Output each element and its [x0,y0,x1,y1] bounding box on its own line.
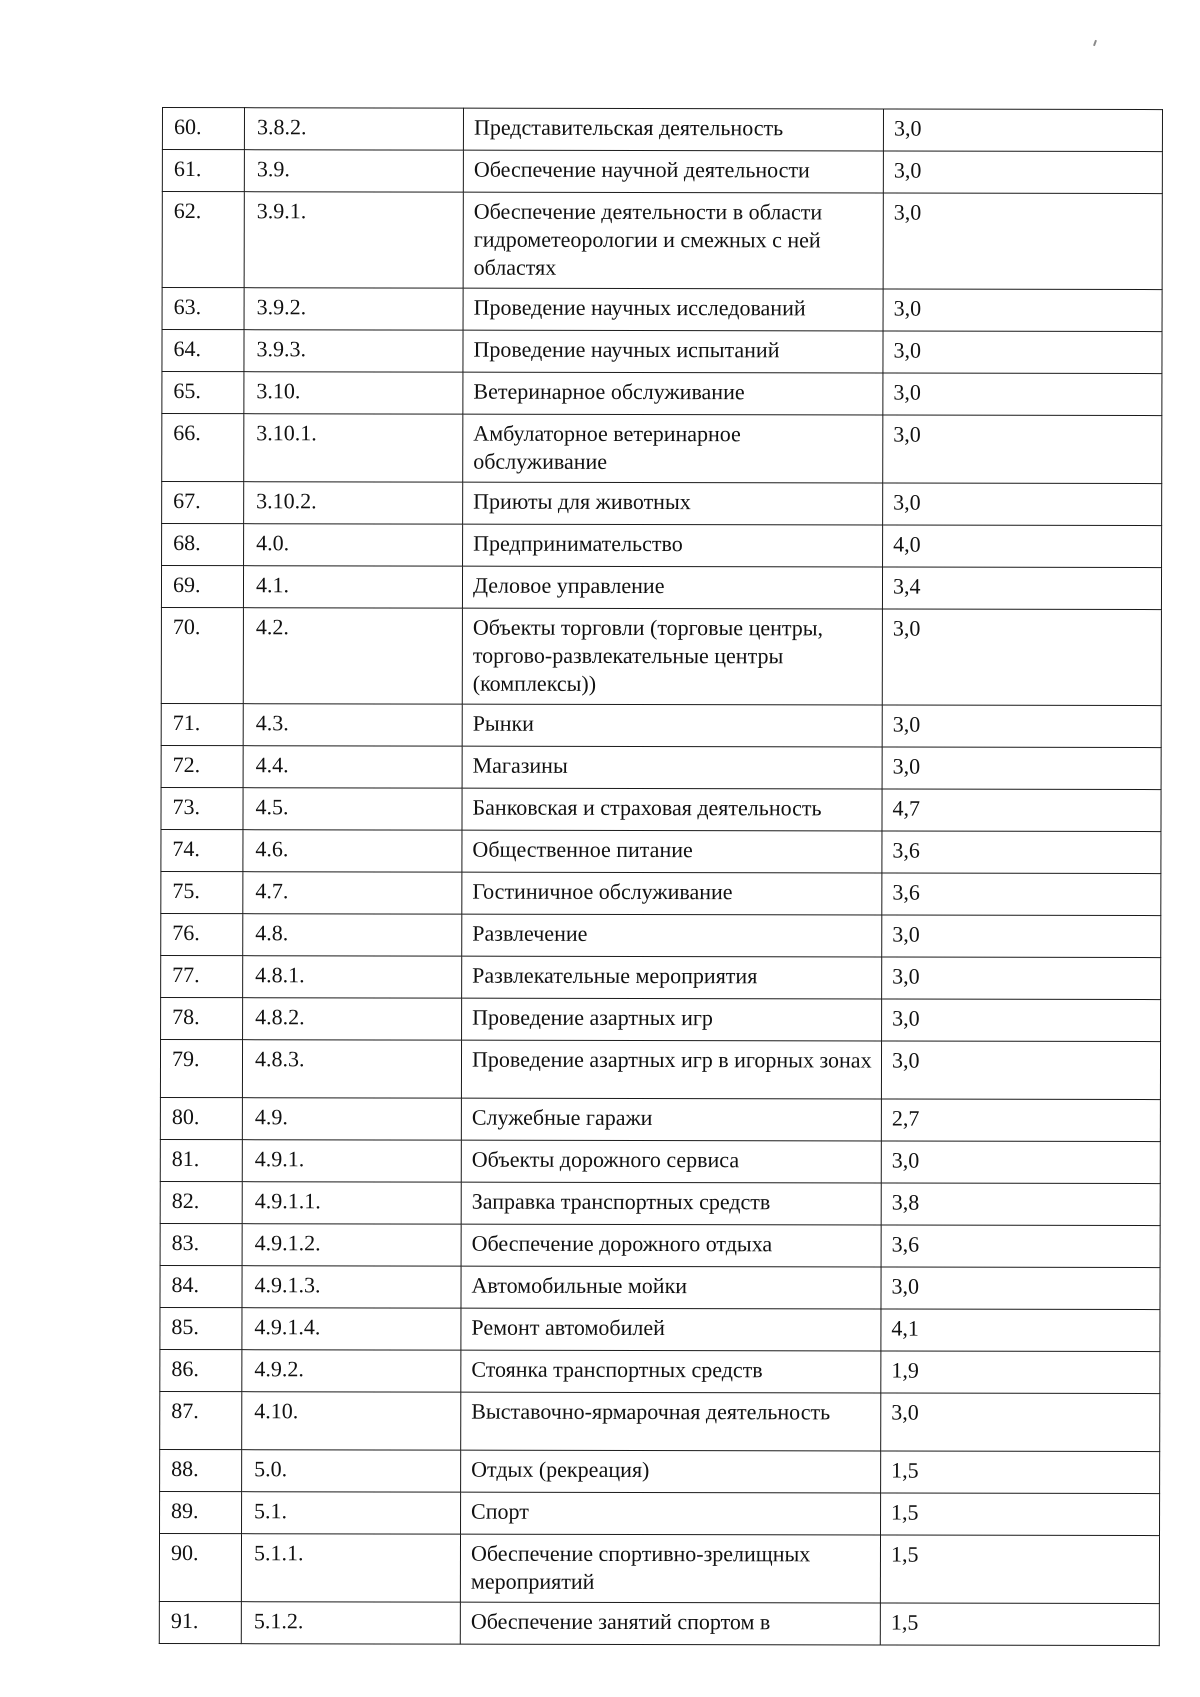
row-value-cell: 3,0 [881,1267,1160,1310]
row-number-cell: 64. [162,330,244,372]
row-value-cell: 4,1 [881,1309,1160,1352]
row-number-cell: 91. [159,1601,241,1643]
row-name-cell: Обеспечение научной деятельности [463,150,883,193]
row-number-cell: 75. [161,871,243,913]
row-code-cell: 3.9.3. [244,330,463,372]
row-number-cell: 87. [160,1391,242,1449]
row-name-cell: Проведение азартных игр в игорных зонах [461,1040,881,1099]
row-value-cell: 3,0 [881,1141,1160,1184]
row-value-cell: 3,0 [883,193,1162,290]
row-value-cell: 3,0 [882,915,1161,958]
row-name-cell: Проведение азартных игр [462,998,882,1041]
row-number-cell: 83. [160,1223,242,1265]
row-value-cell: 3,0 [882,957,1161,1000]
row-value-cell: 2,7 [881,1099,1160,1142]
row-name-cell: Банковская и страховая деятельность [462,788,882,831]
table-row [162,192,1162,290]
row-name-cell: Проведение научных испытаний [463,330,883,373]
row-name-cell: Отдых (рекреация) [461,1450,881,1493]
row-value-cell: 3,0 [883,415,1162,484]
row-name-cell: Рынки [462,704,882,747]
row-number-cell: 63. [162,288,244,330]
row-number-cell: 81. [160,1139,242,1181]
row-name-cell: Служебные гаражи [461,1098,881,1141]
table-row [161,871,1161,915]
table-row [160,1181,1160,1225]
row-number-cell: 90. [159,1533,241,1601]
row-name-cell: Объекты торговли (торговые центры, торгово-развлекательные центры (комплексы)) [462,608,882,705]
row-code-cell: 4.3. [243,704,462,746]
row-name-cell: Представительская деятельность [463,108,883,151]
row-number-cell: 84. [160,1265,242,1307]
table-row [160,1391,1160,1451]
row-name-cell: Обеспечение спортивно-зрелищных мероприятий [460,1534,880,1603]
row-value-cell: 3,0 [881,1041,1160,1100]
row-code-cell: 4.0. [244,524,463,566]
row-code-cell: 4.9.1. [242,1140,461,1182]
row-number-cell: 62. [162,192,244,288]
table-row [161,913,1161,957]
row-code-cell: 3.9.2. [244,288,463,330]
row-code-cell: 3.9.1. [244,192,463,288]
row-value-cell: 3,6 [881,1225,1160,1268]
table-row [162,330,1162,374]
scan-speck [1093,40,1097,46]
table-row [161,955,1161,999]
row-code-cell: 5.1.2. [241,1602,460,1644]
row-value-cell: 3,0 [883,151,1162,194]
row-number-cell: 89. [160,1491,242,1533]
row-name-cell: Гостиничное обслуживание [462,872,882,915]
table-row [161,829,1161,873]
table-row [159,1601,1159,1645]
row-name-cell: Стоянка транспортных средств [461,1350,881,1393]
row-value-cell: 3,0 [882,609,1161,706]
row-value-cell: 3,4 [882,567,1161,610]
row-code-cell: 3.8.2. [244,108,463,150]
row-name-cell: Ремонт автомобилей [461,1308,881,1351]
row-number-cell: 70. [161,607,243,703]
row-value-cell: 1,5 [881,1451,1160,1494]
table-row [162,372,1162,416]
row-code-cell: 4.7. [243,872,462,914]
row-name-cell: Проведение научных исследований [463,288,883,331]
row-value-cell: 3,0 [881,1393,1160,1452]
row-number-cell: 65. [162,372,244,414]
row-value-cell: 3,8 [881,1183,1160,1226]
row-code-cell: 4.9.1.4. [242,1308,461,1350]
row-name-cell: Развлечение [462,914,882,957]
row-value-cell: 3,6 [882,873,1161,916]
row-number-cell: 60. [162,108,244,150]
row-name-cell: Предпринимательство [463,524,883,567]
row-name-cell: Ветеринарное обслуживание [463,372,883,415]
row-code-cell: 5.0. [242,1450,461,1492]
row-name-cell: Автомобильные мойки [461,1266,881,1309]
row-code-cell: 4.8.1. [243,956,462,998]
table-row [161,566,1161,610]
row-number-cell: 68. [162,524,244,566]
row-number-cell: 72. [161,745,243,787]
row-code-cell: 4.9.1.2. [242,1224,461,1266]
row-value-cell: 3,0 [882,705,1161,748]
table-row [162,150,1162,194]
row-number-cell: 71. [161,703,243,745]
row-value-cell: 4,7 [882,789,1161,832]
row-value-cell: 3,6 [882,831,1161,874]
row-number-cell: 73. [161,787,243,829]
table-row [160,1491,1160,1535]
row-code-cell: 5.1. [242,1492,461,1534]
row-value-cell: 4,0 [883,525,1162,568]
row-value-cell: 3,0 [883,373,1162,416]
table-row [160,1307,1160,1351]
table-row [160,1039,1160,1099]
row-number-cell: 77. [161,955,243,997]
table-row [161,997,1161,1041]
row-number-cell: 79. [160,1039,242,1097]
row-number-cell: 67. [162,482,244,524]
row-code-cell: 4.8. [243,914,462,956]
table-row [160,1449,1160,1493]
row-value-cell: 3,0 [882,999,1161,1042]
table-row [161,703,1161,747]
row-number-cell: 80. [160,1097,242,1139]
table-row [162,108,1162,152]
table-row [160,1097,1160,1141]
row-name-cell: Заправка транспортных средств [461,1182,881,1225]
row-code-cell: 3.10. [244,372,463,414]
table-row [162,524,1162,568]
row-name-cell: Обеспечение дорожного отдыха [461,1224,881,1267]
row-code-cell: 4.4. [243,746,462,788]
table-row [161,787,1161,831]
row-name-cell: Обеспечение занятий спортом в [460,1602,880,1645]
row-code-cell: 4.9. [242,1098,461,1140]
row-number-cell: 76. [161,913,243,955]
table-row [162,482,1162,526]
row-number-cell: 85. [160,1307,242,1349]
row-name-cell: Приюты для животных [463,482,883,525]
row-number-cell: 69. [161,566,243,608]
row-value-cell: 1,5 [880,1535,1159,1604]
table-body [159,108,1162,1646]
row-value-cell: 1,5 [880,1603,1159,1646]
row-name-cell: Развлекательные мероприятия [462,956,882,999]
table-row [160,1265,1160,1309]
row-code-cell: 4.8.2. [243,998,462,1040]
row-code-cell: 4.10. [242,1392,461,1450]
row-name-cell: Выставочно-ярмарочная деятельность [461,1392,881,1451]
table-row [160,1349,1160,1393]
row-code-cell: 4.9.2. [242,1350,461,1392]
table-row [162,414,1162,484]
land-use-coefficient-table [159,107,1163,1646]
row-number-cell: 82. [160,1181,242,1223]
row-name-cell: Деловое управление [462,566,882,609]
row-name-cell: Общественное питание [462,830,882,873]
row-name-cell: Амбулаторное ветеринарное обслуживание [463,414,883,483]
row-number-cell: 78. [161,997,243,1039]
row-value-cell: 3,0 [882,747,1161,790]
table-row [161,745,1161,789]
row-name-cell: Магазины [462,746,882,789]
row-code-cell: 4.1. [243,566,462,608]
row-code-cell: 4.6. [243,830,462,872]
table-row [160,1139,1160,1183]
row-value-cell: 1,9 [881,1351,1160,1394]
row-value-cell: 3,0 [883,483,1162,526]
row-name-cell: Объекты дорожного сервиса [461,1140,881,1183]
row-code-cell: 4.5. [243,788,462,830]
row-code-cell: 4.9.1.1. [242,1182,461,1224]
row-code-cell: 4.8.3. [242,1040,461,1098]
row-name-cell: Обеспечение деятельности в области гидрометеорологии и смежных с ней областях [463,192,883,289]
row-number-cell: 74. [161,829,243,871]
row-code-cell: 3.10.1. [244,414,463,482]
row-code-cell: 3.9. [244,150,463,192]
row-code-cell: 4.2. [243,608,462,704]
row-value-cell: 3,0 [883,331,1162,374]
row-code-cell: 3.10.2. [244,482,463,524]
row-value-cell: 1,5 [881,1493,1160,1536]
row-number-cell: 88. [160,1449,242,1491]
row-value-cell: 3,0 [883,289,1162,332]
row-number-cell: 66. [162,414,244,482]
table-row [159,1533,1159,1603]
table-row [162,288,1162,332]
row-name-cell: Спорт [461,1492,881,1535]
row-number-cell: 61. [162,150,244,192]
table-row [160,1223,1160,1267]
table-row [161,607,1161,705]
row-code-cell: 5.1.1. [241,1534,460,1602]
row-number-cell: 86. [160,1349,242,1391]
row-value-cell: 3,0 [883,109,1162,152]
row-code-cell: 4.9.1.3. [242,1266,461,1308]
